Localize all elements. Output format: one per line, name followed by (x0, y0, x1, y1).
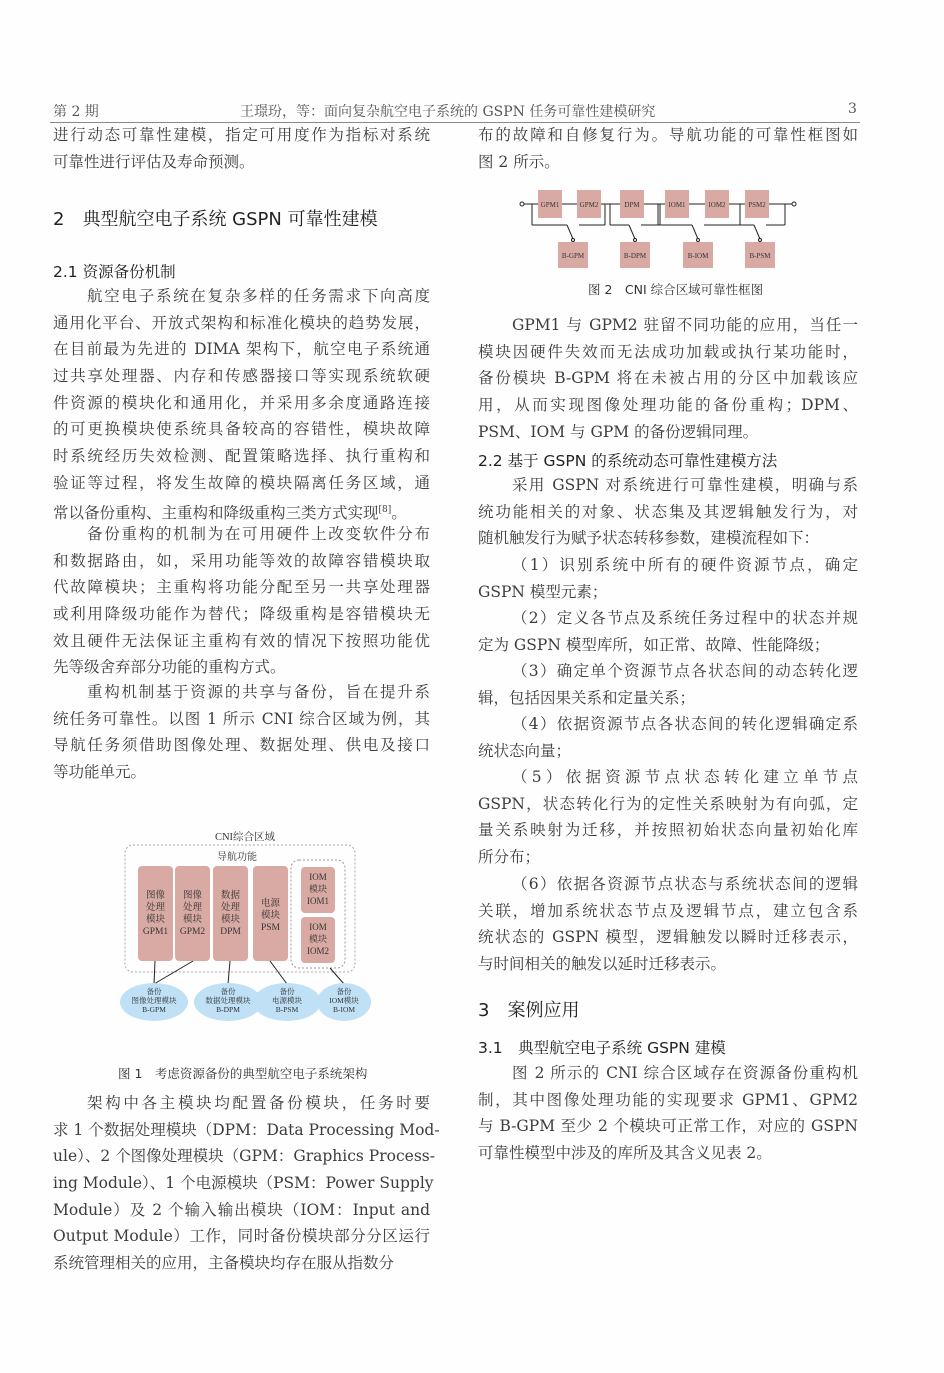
text-line: 在目前最为先进的 DIMA 架构下，航空电子系统通 (53, 340, 430, 359)
text-line: 量关系映射为迁移，并按照初始状态向量初始化库 (478, 821, 858, 840)
module-box (213, 866, 248, 961)
backup-block-label: B-DPM (623, 252, 647, 260)
terminal-in (520, 202, 524, 206)
paragraph (53, 122, 430, 175)
text-line: 所分布； (478, 848, 541, 867)
backup-label: B-PSM (275, 1005, 299, 1014)
text-line: 图 2 所示的 CNI 综合区域存在资源备份重构机 (512, 1064, 858, 1082)
connector-line (754, 225, 760, 239)
block-label: GPM1 (540, 201, 560, 209)
paragraph (53, 521, 430, 681)
backup-label: 备份 (220, 987, 236, 996)
issue-number: 第 2 期 (53, 104, 99, 120)
switch-node (759, 239, 762, 242)
text-line: 时系统经历失效检测、配置策略选择、执行重构和 (53, 447, 430, 466)
switch-node (572, 239, 575, 242)
text-line: GSPN 模型元素； (478, 582, 608, 601)
figure-title: CNI综合区域 (214, 832, 276, 843)
block-label: IOM1 (668, 201, 686, 209)
module-label: 模块 (145, 915, 166, 925)
module-label: GPM1 (142, 927, 169, 937)
text-line: 与 B-GPM 至少 2 个模块可正常工作，对应的 GSPN (478, 1117, 858, 1136)
iom-label: 模块 (308, 934, 328, 944)
iom-label: IOM2 (307, 946, 329, 956)
text-line: 常以备份重构、主重构和降级重构三类方式实现[8]。 (53, 503, 407, 522)
page-number: 3 (848, 101, 857, 117)
text-line: 备份重构的机制为在可用硬件上改变软件分布 (87, 525, 430, 543)
text-line: 的可更换模块使系统具备较高的容错性，模块故障 (53, 420, 430, 439)
block-label: GPM2 (579, 201, 599, 209)
text-line: 布的故障和自修复行为。导航功能的可靠性框图如 (478, 126, 858, 144)
module-label: 模块 (182, 915, 203, 925)
backup-block-label: B-PSM (749, 252, 771, 260)
text-line: 制，其中图像处理功能的实现要求 GPM1、GPM2 (478, 1090, 858, 1109)
module-label: 电源 (260, 899, 281, 909)
step-item (478, 605, 858, 658)
text-line: 架构中各主模块均配置备份模块，任务时要 (87, 1094, 430, 1112)
module-label: 数据 (220, 891, 241, 901)
paragraph (478, 122, 858, 175)
text-line: （1）识别系统中所有的硬件资源节点，确定 (512, 556, 858, 574)
text-line: 导航任务须借助图像处理、数据处理、供电及接口 (53, 736, 430, 755)
text-line: 统状态向量； (478, 741, 572, 760)
figure-2-caption: 图 2 CNI 综合区域可靠性框图 (588, 282, 764, 297)
text-line: 和数据路由，如，采用功能等效的故障容错模块取 (53, 551, 430, 570)
backup-label: 图像处理模块 (131, 996, 177, 1005)
step-item (478, 552, 858, 605)
step-item (478, 658, 858, 711)
running-title: 王璟玢，等：面向复杂航空电子系统的 GSPN 任务可靠性建模研究 (240, 104, 656, 120)
subsection-heading: 3.1 典型航空电子系统 GSPN 建模 (478, 1039, 726, 1057)
text-line: （5）依据资源节点状态转化建立单节点 (512, 768, 858, 786)
text-line: ing Module）、1 个电源模块（PSM：Power Supply (53, 1174, 434, 1193)
module-label: 模块 (260, 911, 281, 921)
text-line: 采用 GSPN 对系统进行可靠性建模，明确与系 (512, 476, 858, 494)
text-line: 通用化平台、开放式架构和标准化模块的趋势发展， (53, 313, 430, 332)
text-line: Output Module）工作，同时备份模块部分分区运行 (53, 1227, 430, 1246)
text-line: 件资源的模块化和通用化，并采用多余度通路连接 (53, 393, 430, 412)
backup-label: B-IOM (332, 1005, 356, 1014)
module-label: 模块 (220, 915, 241, 925)
backup-label: B-GPM (142, 1005, 166, 1014)
text-line: 先等级舍弃部分功能的重构方式。 (53, 658, 286, 677)
subsection-heading: 2.2 基于 GSPN 的系统动态可靠性建模方法 (478, 452, 778, 470)
backup-label: 备份 (279, 987, 295, 996)
text-line: 关联，增加系统状态节点及逻辑节点，建立包含系 (478, 901, 858, 920)
text-line: PSM、IOM 与 GPM 的备份逻辑同理。 (478, 422, 759, 441)
text-line: 用，从而实现图像处理功能的备份重构；DPM、 (478, 396, 858, 415)
paragraph (478, 1060, 858, 1167)
switch-node (634, 239, 637, 242)
paragraph (478, 472, 858, 552)
text-line: （2）定义各节点及系统任务过程中的状态并规 (512, 609, 858, 627)
module-label: 图像 (145, 891, 166, 901)
iom-label: IOM (309, 922, 327, 932)
text-line: 统任务可靠性。以图 1 所示 CNI 综合区域为例，其 (53, 709, 430, 728)
paragraph (478, 312, 858, 445)
figure-1-caption: 图 1 考虑资源备份的典型航空电子系统架构 (118, 1066, 368, 1081)
connector-line (567, 225, 573, 239)
paragraph (53, 283, 430, 523)
module-label: 处理 (182, 903, 203, 913)
connector-line (629, 225, 635, 239)
module-label: GPM2 (179, 927, 206, 937)
backup-label: IOM模块 (329, 996, 359, 1005)
text-line: （4）依据资源节点各状态间的转化逻辑确定系 (512, 715, 858, 733)
paragraph (53, 1090, 440, 1277)
step-item (478, 871, 858, 978)
text-line: 效且硬件无法保证主重构有效的情况下按照功能优 (53, 631, 430, 650)
terminal-out (792, 202, 796, 206)
module-label: 处理 (220, 903, 241, 913)
text-line: （3）确定单个资源节点各状态间的动态转化逻 (512, 662, 858, 680)
backup-label: 电源模块 (272, 996, 302, 1005)
module-label: 图像 (182, 891, 203, 901)
module-label: PSM (260, 923, 281, 933)
iom-label: 模块 (308, 884, 328, 894)
text-line: 定为 GSPN 模型库所，如正常、故障、性能降级； (478, 635, 830, 654)
backup-block-label: B-IOM (687, 252, 709, 260)
connector-line (154, 961, 155, 984)
backup-label: 备份 (336, 987, 352, 996)
backup-label: B-DPM (216, 1005, 240, 1014)
connector-line (330, 968, 344, 984)
text-line: 航空电子系统在复杂多样的任务需求下向高度 (87, 287, 430, 305)
iom-label: IOM (309, 872, 327, 882)
paragraph (53, 679, 430, 786)
text-line: 验证等过程，将发生故障的模块隔离任务区域，通 (53, 473, 430, 492)
backup-block-label: B-GPM (561, 252, 585, 260)
block-label: DPM (624, 201, 640, 209)
module-label: DPM (220, 927, 241, 937)
text-line: 随机触发行为赋予状态转移参数，建模流程如下： (478, 529, 820, 548)
connector-line (692, 225, 698, 239)
group-label: 导航功能 (217, 852, 257, 863)
text-line: （6）依据各资源节点状态与系统状态间的逻辑 (512, 875, 858, 893)
subsection-heading: 2.1 资源备份机制 (53, 263, 176, 281)
text-line: 求 1 个数据处理模块（DPM：Data Processing Mod- (53, 1120, 440, 1139)
backup-label: 数据处理模块 (205, 996, 251, 1005)
text-line: ule）、2 个图像处理模块（GPM：Graphics Process- (53, 1147, 435, 1166)
step-item (478, 764, 858, 871)
text-line: 系统管理相关的应用，主备模块均存在服从指数分 (53, 1254, 395, 1273)
block-label: PSM2 (748, 201, 766, 209)
text-line: 或利用降级功能作为替代；降级重构是容错模块无 (53, 605, 430, 624)
text-line: 等功能单元。 (53, 763, 147, 782)
text-line: 备份模块 B-GPM 将在未被占用的分区中加载该应 (478, 369, 858, 388)
figure-2-reliability-block-diagram (510, 185, 800, 273)
block-label: IOM2 (708, 201, 726, 209)
text-line: 过共享处理器、内存和传感器接口等实现系统软硬 (53, 367, 430, 386)
figure-1-architecture (110, 822, 380, 1027)
iom-label: IOM1 (307, 896, 329, 906)
text-line: 统功能相关的对象、状态集及其逻辑触发行为，对 (478, 502, 858, 521)
text-line: 辑，包括因果关系和定量关系； (478, 688, 696, 707)
text-line: 可靠性模型中涉及的库所及其含义见表 2。 (478, 1144, 772, 1163)
module-box (175, 866, 210, 961)
text-line: 模块因硬件失效而无法成功加载或执行某功能时， (478, 342, 858, 361)
backup-label: 备份 (146, 987, 162, 996)
section-heading: 2 典型航空电子系统 GSPN 可靠性建模 (53, 209, 378, 230)
text-line: 图 2 所示。 (478, 152, 560, 171)
citation-ref: [8] (378, 504, 392, 515)
section-heading: 3 案例应用 (478, 1000, 580, 1021)
text-line: 代故障模块；主重构将功能分配至另一共享处理器 (53, 578, 430, 597)
text-line: 与时间相关的触发以延时迁移表示。 (478, 955, 727, 974)
text-line: 进行动态可靠性建模，指定可用度作为指标对系统 (53, 126, 430, 144)
text-line: Module）及 2 个输入输出模块（IOM：Input and (53, 1200, 430, 1219)
text-line: 统状态的 GSPN 模型，逻辑触发以瞬时迁移表示， (478, 928, 858, 947)
text-line: 可靠性进行评估及寿命预测。 (53, 152, 255, 171)
switch-node (697, 239, 700, 242)
text-line: GSPN，状态转化行为的定性关系映射为有向弧，定 (478, 794, 858, 813)
text-line: GPM1 与 GPM2 驻留不同功能的应用，当任一 (512, 316, 858, 334)
module-label: 处理 (145, 903, 166, 913)
step-item (478, 711, 858, 764)
module-box (138, 866, 173, 961)
text-line: 重构机制基于资源的共享与备份，旨在提升系 (87, 683, 430, 701)
